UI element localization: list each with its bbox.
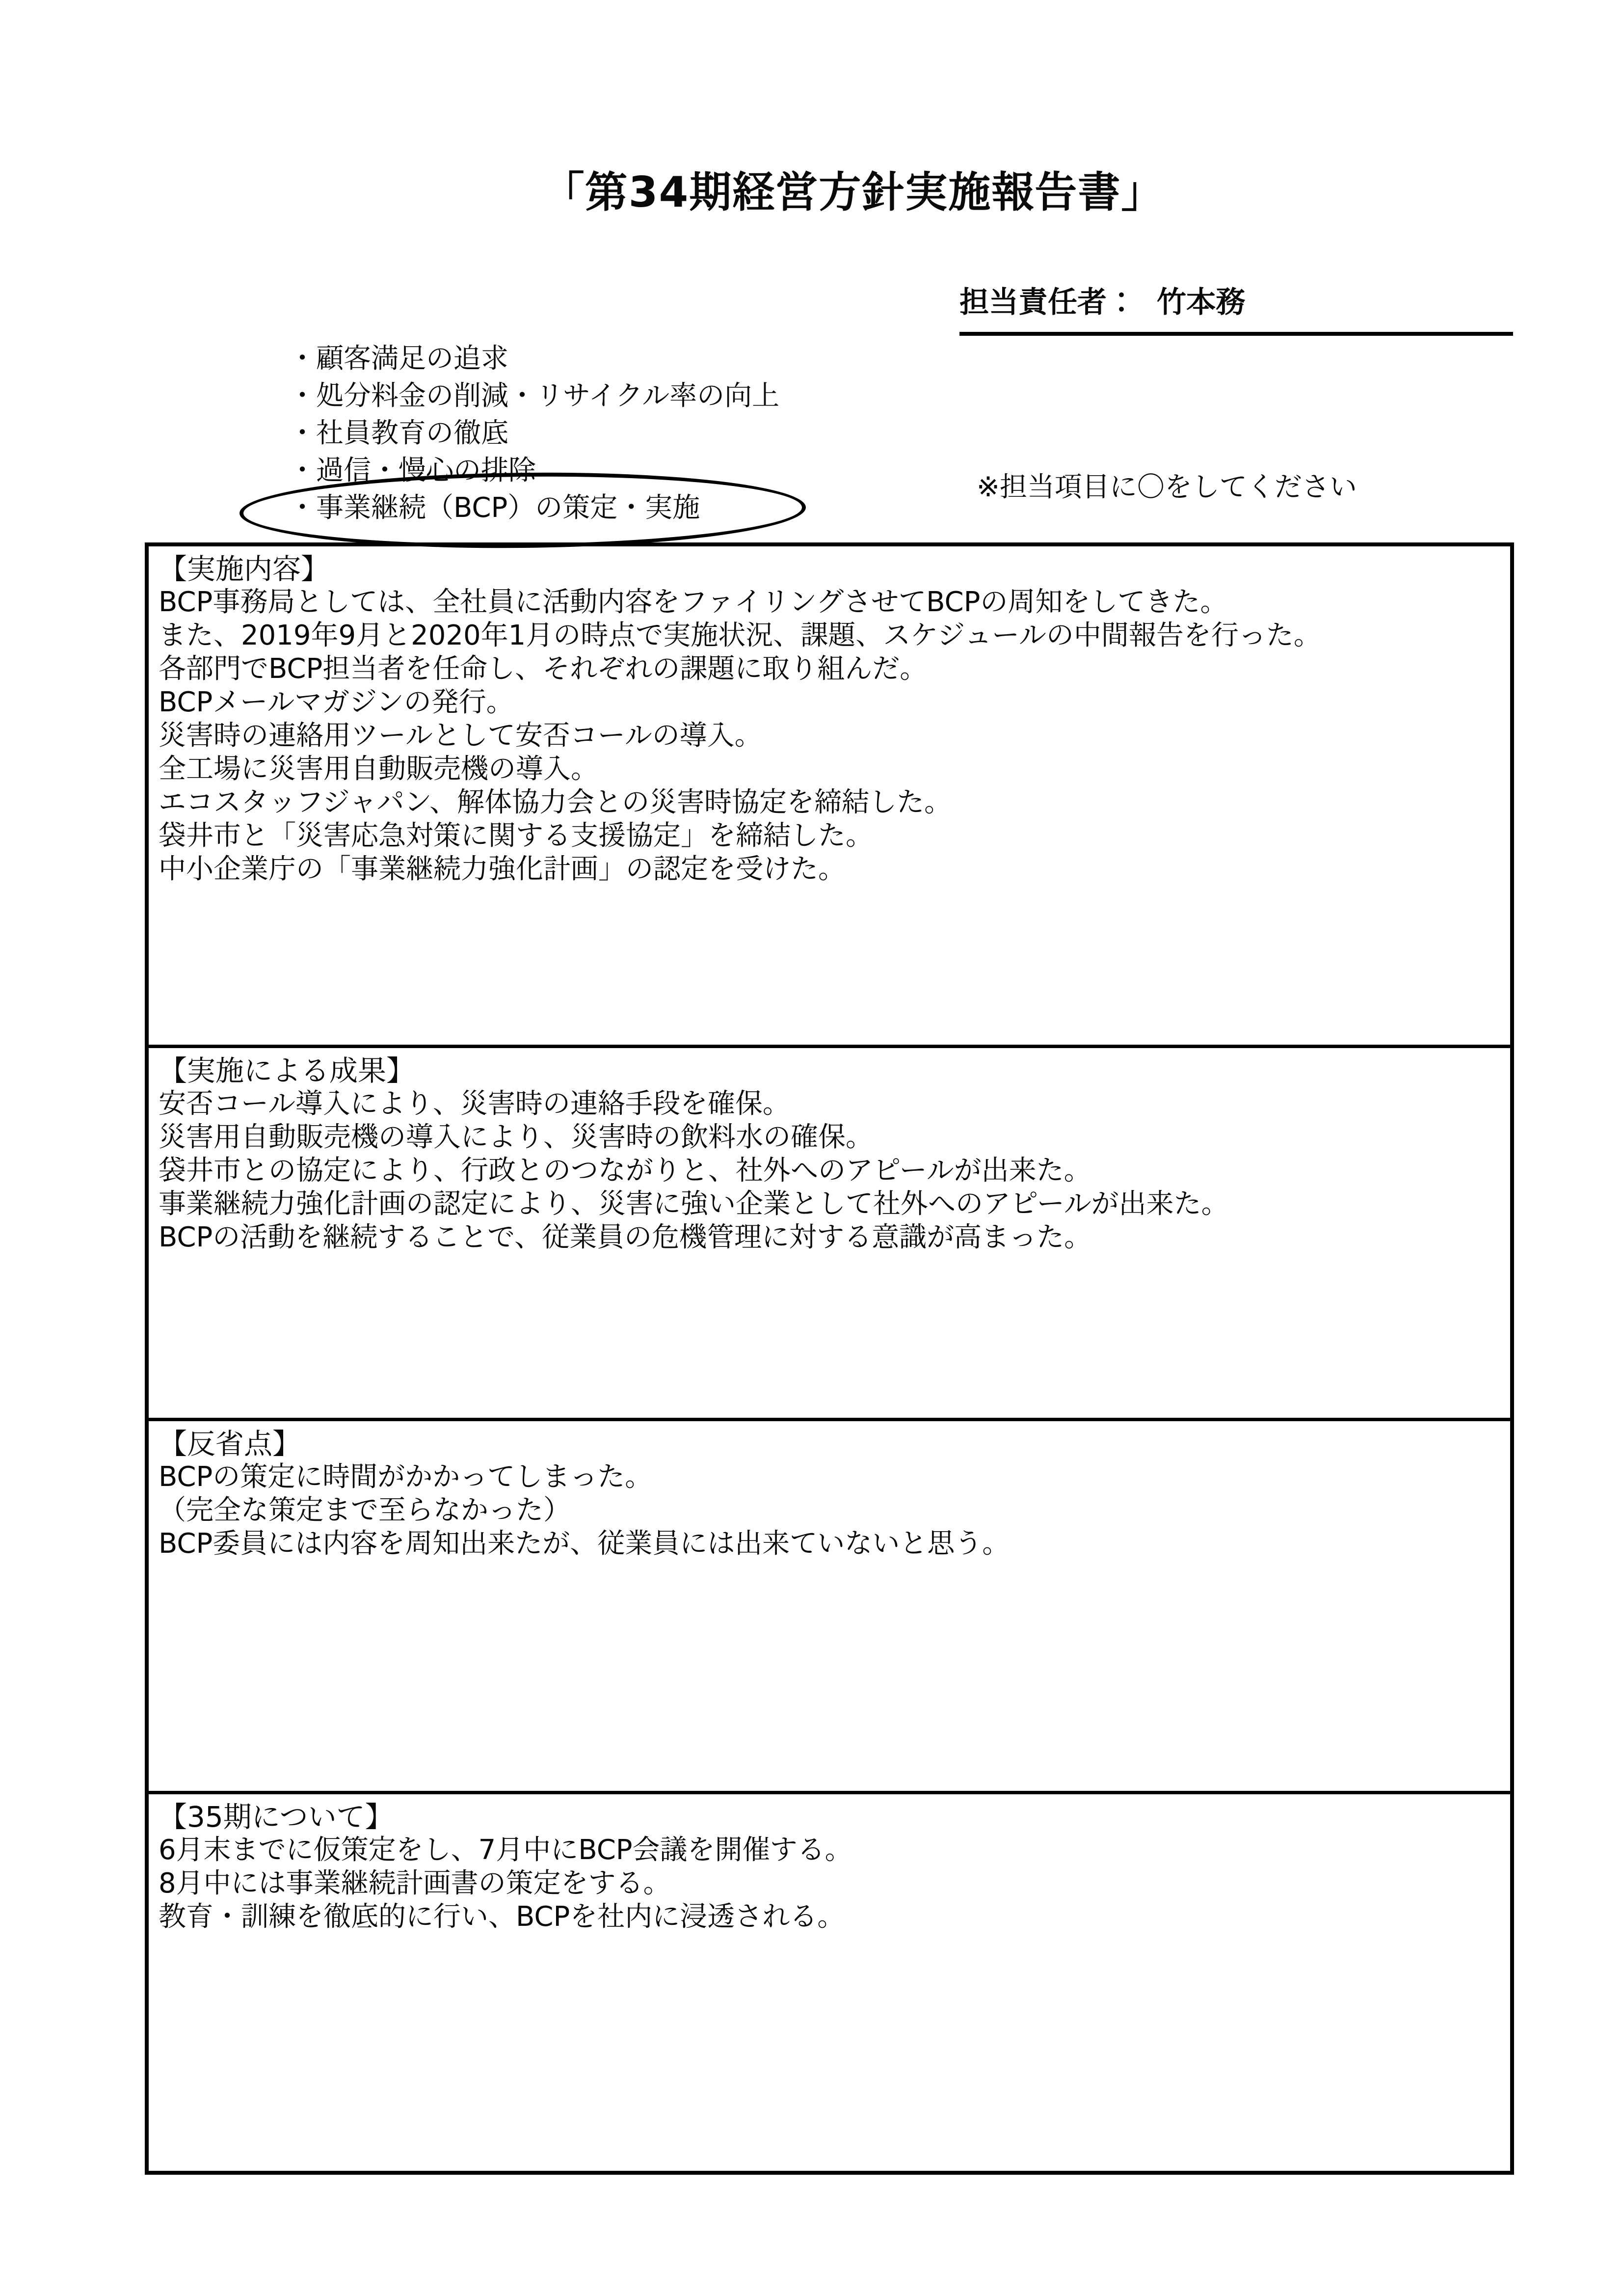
report-table xyxy=(145,542,1514,2175)
policy-item-disposal-cost-recycle: ・処分料金の削減・リサイクル率の向上 xyxy=(289,380,780,412)
manager-name: 竹本務 xyxy=(1157,285,1245,320)
policy-item-employee-education: ・社員教育の徹底 xyxy=(289,417,508,449)
section-line: 中小企業庁の「事業継続力強化計画」の認定を受けた。 xyxy=(159,853,846,885)
section-line: 袋井市との協定により、行政とのつながりと、社外へのアピールが出来た。 xyxy=(159,1155,1091,1187)
section-heading: 【反省点】 xyxy=(159,1427,301,1460)
section-line: また、2019年9月と2020年1月の時点で実施状況、課題、スケジュールの中間報告を行った。 xyxy=(159,620,1321,651)
section-heading: 【実施内容】 xyxy=(159,552,330,586)
section-line: 災害用自動販売機の導入により、災害時の飲料水の確保。 xyxy=(159,1121,873,1153)
section-line: エコスタッフジャパン、解体協力会との災害時協定を締結した。 xyxy=(159,786,952,818)
section-heading: 【35期について】 xyxy=(159,1800,394,1834)
section-line: 袋井市と「災害応急対策に関する支援協定」を締結した。 xyxy=(159,820,873,852)
section-implementation-details xyxy=(149,546,1510,1045)
section-line: 安否コール導入により、災害時の連絡手段を確保。 xyxy=(159,1088,790,1120)
section-implementation-results xyxy=(149,1045,1510,1418)
manager-label: 担当責任者： xyxy=(959,285,1136,320)
section-line: 6月末までに仮策定をし、7月中にBCP会議を開催する。 xyxy=(159,1834,852,1866)
section-line: 全工場に災害用自動販売機の導入。 xyxy=(159,753,598,785)
policy-item-customer-satisfaction: ・顧客満足の追求 xyxy=(289,343,508,375)
section-line: BCPの策定に時間がかかってしまった。 xyxy=(159,1461,653,1493)
policy-item-overconfidence-elimination: ・過信・慢心の排除 xyxy=(289,455,536,486)
section-line: 教育・訓練を徹底的に行い、BCPを社内に浸透される。 xyxy=(159,1901,845,1933)
section-line: BCP事務局としては、全社員に活動内容をファイリングさせてBCPの周知をしてきた。 xyxy=(159,586,1228,618)
circle-instruction-note: ※担当項目に〇をしてください xyxy=(977,471,1357,503)
section-line: BCPの活動を継続することで、従業員の危機管理に対する意識が高まった。 xyxy=(159,1221,1092,1253)
section-line: BCPメールマガジンの発行。 xyxy=(159,686,514,718)
section-heading: 【実施による成果】 xyxy=(159,1054,415,1087)
policy-item-bcp: ・事業継続（BCP）の策定・実施 xyxy=(289,492,700,524)
section-term-35-plan xyxy=(149,1791,1510,2171)
section-line: BCP委員には内容を周知出来たが、従業員には出来ていないと思う。 xyxy=(159,1528,1010,1560)
section-reflection-points xyxy=(149,1418,1510,1791)
section-line: 8月中には事業継続計画書の策定をする。 xyxy=(159,1867,671,1899)
section-line: （完全な策定まで至らなかった） xyxy=(159,1494,571,1526)
section-line: 各部門でBCP担当者を任命し、それぞれの課題に取り組んだ。 xyxy=(159,653,928,685)
section-line: 事業継続力強化計画の認定により、災害に強い企業として社外へのアピールが出来た。 xyxy=(159,1188,1229,1220)
manager-line xyxy=(959,279,1513,336)
page-title: 「第34期経営方針実施報告書」 xyxy=(542,168,1165,217)
section-line: 災害時の連絡用ツールとして安否コールの導入。 xyxy=(159,720,762,752)
